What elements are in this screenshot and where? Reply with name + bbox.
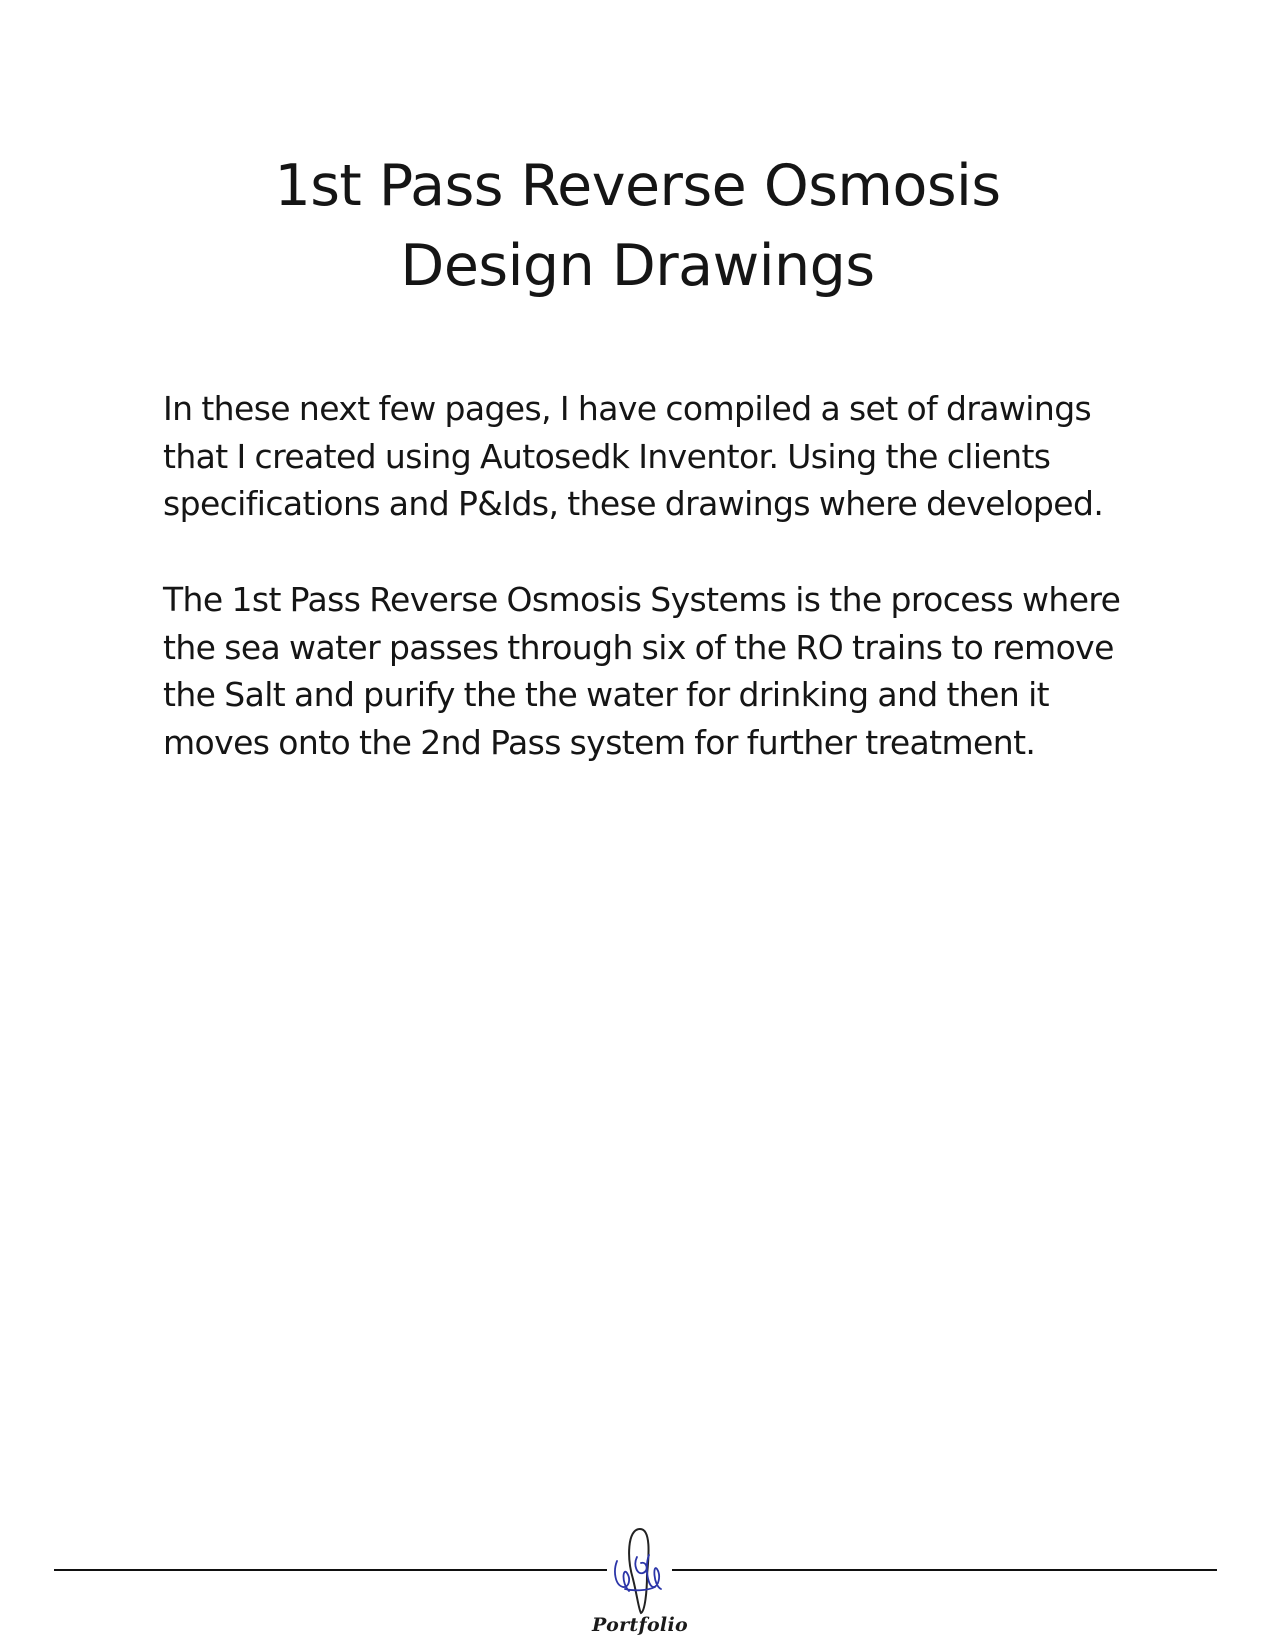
monogram-logo-icon bbox=[603, 1525, 677, 1617]
paragraph-line: the sea water passes through six of the RO trains to remove bbox=[163, 627, 1114, 667]
footer-logo bbox=[575, 1525, 705, 1645]
paragraph-line: that I created using Autosedk Inventor. Using the clients bbox=[163, 436, 1051, 476]
paragraph-line: moves onto the 2nd Pass system for further treatment. bbox=[163, 722, 1036, 762]
footer-divider-right bbox=[672, 1569, 1217, 1571]
paragraph-line: In these next few pages, I have compiled a set of drawings bbox=[163, 389, 1092, 428]
logo-wordmark: Portfolio bbox=[592, 1614, 688, 1636]
paragraph-line: The 1st Pass Reverse Osmosis Systems is the process where bbox=[163, 580, 1121, 619]
page-title bbox=[0, 146, 1275, 306]
paragraph-line: the Salt and purify the the water for drinking and then it bbox=[163, 675, 1049, 714]
footer-divider-left bbox=[54, 1569, 607, 1571]
title-line: 1st Pass Reverse Osmosis bbox=[274, 153, 1001, 219]
description-paragraph bbox=[163, 576, 1163, 766]
title-line: Design Drawings bbox=[400, 233, 875, 299]
paragraph-line: specifications and P&Ids, these drawings where developed. bbox=[163, 484, 1104, 523]
intro-paragraph bbox=[163, 385, 1163, 528]
